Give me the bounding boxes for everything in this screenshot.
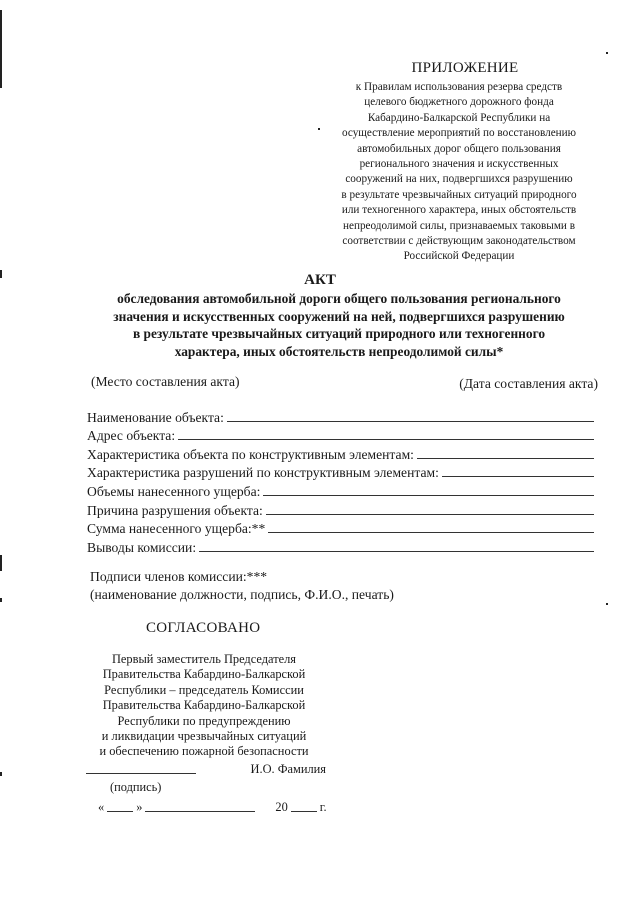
field-row-object-name bbox=[87, 407, 594, 426]
appendix-line: в результате чрезвычайных ситуаций природного bbox=[341, 188, 577, 201]
signature-caption: (подпись) bbox=[110, 780, 162, 794]
year-suffix: г. bbox=[319, 800, 327, 814]
field-fill-line[interactable] bbox=[417, 458, 594, 459]
signatures-hint: (наименование должности, подпись, Ф.И.О., печать) bbox=[90, 587, 394, 602]
approver-signature-row bbox=[86, 762, 326, 777]
field-label: Сумма нанесенного ущерба:** bbox=[87, 521, 266, 537]
appendix-line: соответствии с действующим законодательством bbox=[342, 235, 576, 248]
act-form bbox=[87, 407, 594, 556]
field-label: Наименование объекта: bbox=[87, 409, 224, 425]
date-quote-close: » bbox=[136, 800, 143, 814]
year-prefix: 20 bbox=[275, 800, 288, 814]
appendix-line: Кабардино-Балкарской Республики на bbox=[367, 111, 551, 124]
act-title: АКТ bbox=[304, 272, 336, 288]
appendix-line: к Правилам использования резерва средств bbox=[355, 81, 563, 93]
field-label: Характеристика объекта по конструктивным элементам: bbox=[87, 446, 414, 462]
field-label: Адрес объекта: bbox=[87, 428, 176, 444]
appendix-line: осуществление мероприятий по восстановлению bbox=[342, 127, 576, 140]
field-label: Объемы нанесенного ущерба: bbox=[87, 483, 261, 499]
scan-edge-mark bbox=[0, 772, 2, 776]
approver-line: Республики – председатель Комиссии bbox=[104, 682, 304, 697]
field-fill-line[interactable] bbox=[178, 439, 594, 440]
approver-name: И.О. Фамилия bbox=[250, 762, 326, 776]
field-label: Выводы комиссии: bbox=[87, 539, 197, 555]
month-fill-line[interactable] bbox=[145, 811, 255, 812]
scan-edge-mark bbox=[0, 598, 2, 602]
field-row-object-address bbox=[87, 426, 594, 445]
signature-fill-line[interactable] bbox=[86, 773, 196, 774]
field-row-damage-volume bbox=[87, 481, 594, 500]
day-fill-line[interactable] bbox=[107, 811, 133, 812]
scan-speck bbox=[606, 603, 608, 605]
appendix-line: непреодолимой силы, признаваемых таковыми в bbox=[343, 219, 575, 232]
appendix-line: сооружений на них, подвергшихся разрушению bbox=[345, 173, 573, 186]
field-fill-line[interactable] bbox=[227, 421, 594, 422]
approver-line: и ликвидации чрезвычайных ситуаций bbox=[101, 729, 307, 744]
appendix-line: целевого бюджетного дорожного фонда bbox=[364, 96, 554, 109]
appendix-line: Российской Федерации bbox=[403, 250, 515, 263]
approver-position bbox=[82, 652, 326, 760]
field-fill-line[interactable] bbox=[199, 551, 594, 552]
act-subtitle-line: значения и искусственных сооружений на ней, подвергшихся разрушению bbox=[113, 308, 565, 324]
approver-line: и обеспечению пожарной безопасности bbox=[99, 744, 309, 759]
approver-line: Первый заместитель Председателя bbox=[111, 652, 297, 666]
signatures-label: Подписи членов комиссии:*** bbox=[90, 569, 268, 584]
field-label: Причина разрушения объекта: bbox=[87, 502, 263, 518]
field-fill-line[interactable] bbox=[263, 495, 594, 496]
scan-edge-mark bbox=[0, 10, 2, 88]
act-subtitle-line: обследования автомобильной дороги общего пользования регионального bbox=[117, 291, 561, 306]
act-subtitle bbox=[72, 290, 606, 360]
date-label: (Дата составления акта) bbox=[459, 376, 598, 391]
field-row-commission-conclusions bbox=[87, 537, 594, 556]
scan-speck bbox=[318, 128, 320, 130]
field-fill-line[interactable] bbox=[268, 532, 594, 533]
scan-edge-mark bbox=[0, 270, 2, 278]
field-row-damage-characteristics bbox=[87, 463, 594, 482]
appendix-line: регионального значения и искусственных bbox=[359, 158, 559, 171]
agreement-date-line bbox=[98, 800, 327, 815]
appendix-title: ПРИЛОЖЕНИЕ bbox=[411, 60, 519, 76]
scan-speck bbox=[606, 52, 608, 54]
act-subtitle-line: в результате чрезвычайных ситуаций природного или техногенного bbox=[132, 326, 546, 342]
approver-line: Правительства Кабардино-Балкарской bbox=[102, 667, 306, 682]
place-label: (Место составления акта) bbox=[91, 374, 240, 389]
approver-line: Правительства Кабардино-Балкарской bbox=[102, 698, 306, 713]
year-fill-line[interactable] bbox=[291, 811, 317, 812]
approver-line: Республики по предупреждению bbox=[117, 713, 291, 728]
field-fill-line[interactable] bbox=[442, 476, 594, 477]
agreed-title: СОГЛАСОВАНО bbox=[146, 620, 261, 636]
field-row-destruction-cause bbox=[87, 500, 594, 519]
appendix-text bbox=[318, 80, 600, 265]
date-quote-open: « bbox=[98, 800, 105, 814]
field-fill-line[interactable] bbox=[266, 514, 594, 515]
act-subtitle-line: характера, иных обстоятельств непреодолимой силы* bbox=[174, 343, 504, 359]
field-row-object-characteristics bbox=[87, 444, 594, 463]
field-row-damage-amount bbox=[87, 519, 594, 538]
appendix-line: или техногенного характера, иных обстоятельств bbox=[341, 204, 577, 217]
field-label: Характеристика разрушений по конструктивным элементам: bbox=[87, 465, 439, 481]
appendix-line: автомобильных дорог общего пользования bbox=[357, 142, 561, 155]
scan-edge-mark bbox=[0, 555, 2, 571]
